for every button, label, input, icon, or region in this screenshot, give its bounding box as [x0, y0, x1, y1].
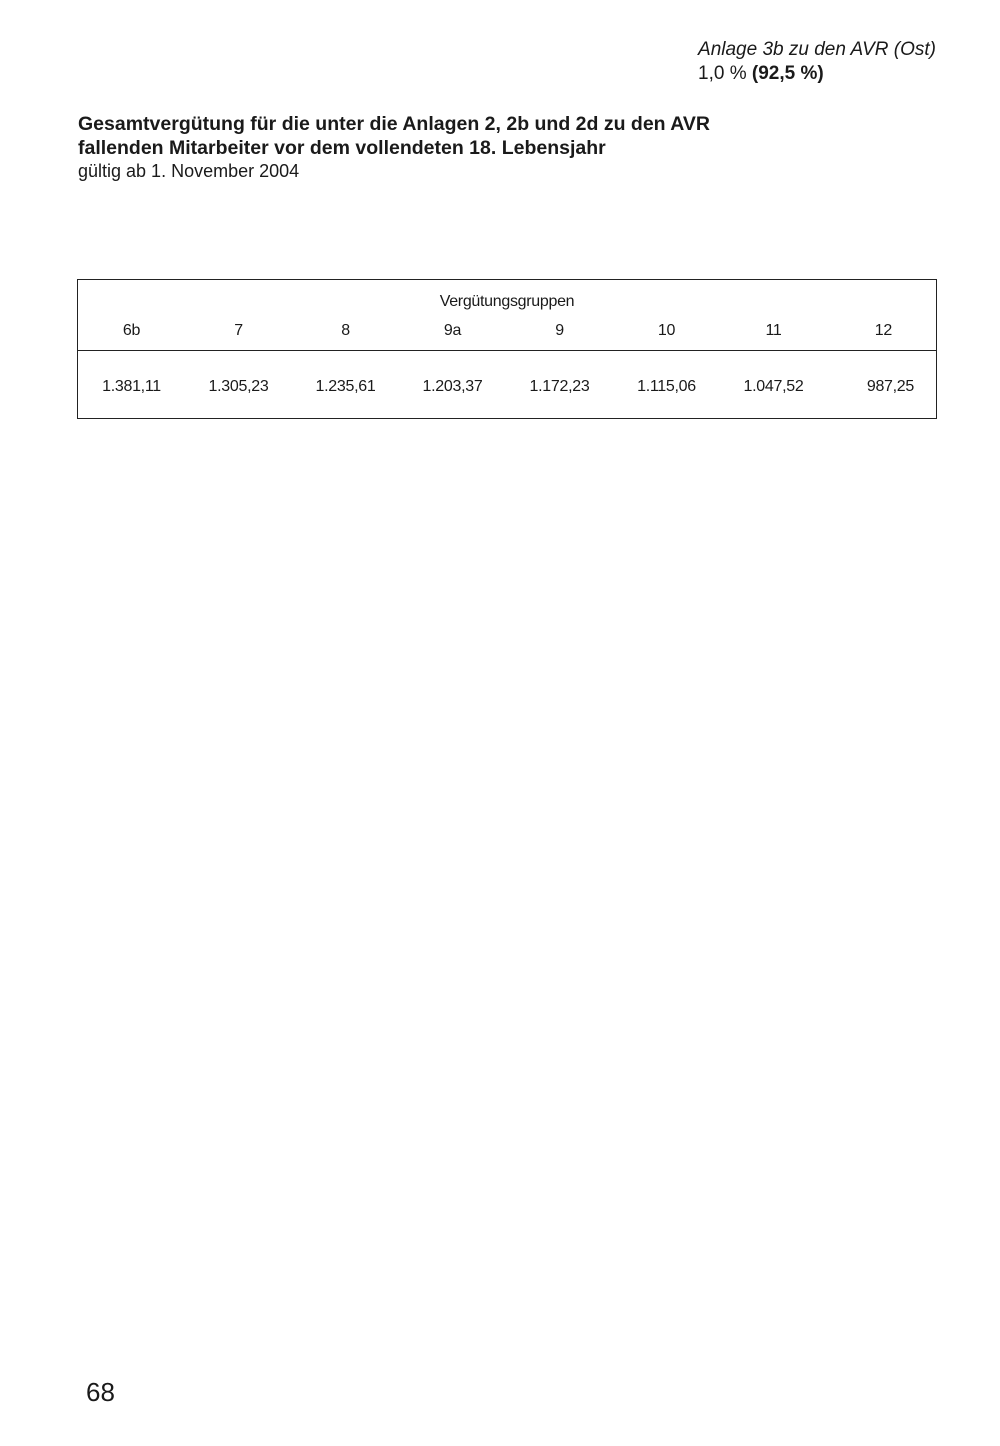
annex-percent — [698, 62, 936, 86]
table-cell: 1.115,06 — [637, 378, 696, 395]
table-cell: 987,25 — [866, 378, 914, 395]
table-cell: 1.047,52 — [743, 378, 804, 395]
column-header: 10 — [657, 322, 676, 339]
group-caption: Vergütungsgruppen — [439, 293, 575, 310]
table-cell: 1.305,23 — [208, 378, 269, 395]
column-header: 9 — [555, 322, 564, 339]
column-header: 9a — [443, 322, 462, 339]
column-headers — [78, 322, 936, 340]
table-cell: 1.172,23 — [529, 378, 590, 395]
table-header — [78, 280, 936, 351]
table-cell: 1.381,11 — [102, 378, 161, 395]
document-heading — [78, 112, 798, 183]
pay-scale-table — [77, 279, 937, 419]
table-cell: 1.235,61 — [315, 378, 376, 395]
table-cell: 1.203,37 — [422, 378, 483, 395]
page-number: 68 — [86, 1377, 115, 1407]
column-header: 8 — [341, 322, 350, 339]
valid-from-date: gültig ab 1. November 2004 — [78, 161, 300, 181]
annex-reference: Anlage 3b zu den AVR (Ost) — [698, 39, 936, 60]
annex-reference-block — [698, 38, 936, 86]
column-header: 11 — [765, 322, 782, 339]
annex-percent-plain: 1,0 % — [698, 63, 747, 84]
document-title-line-2: fallenden Mitarbeiter vor dem vollendeten 18. Lebensjahr — [78, 137, 606, 159]
table-row — [78, 378, 936, 396]
annex-percent-bold: (92,5 %) — [751, 63, 824, 84]
column-header: 7 — [234, 322, 243, 339]
column-header: 12 — [874, 322, 892, 339]
column-header: 6b — [122, 322, 141, 339]
document-title-line-1: Gesamtvergütung für die unter die Anlagen 2, 2b und 2d zu den AVR — [78, 113, 711, 135]
